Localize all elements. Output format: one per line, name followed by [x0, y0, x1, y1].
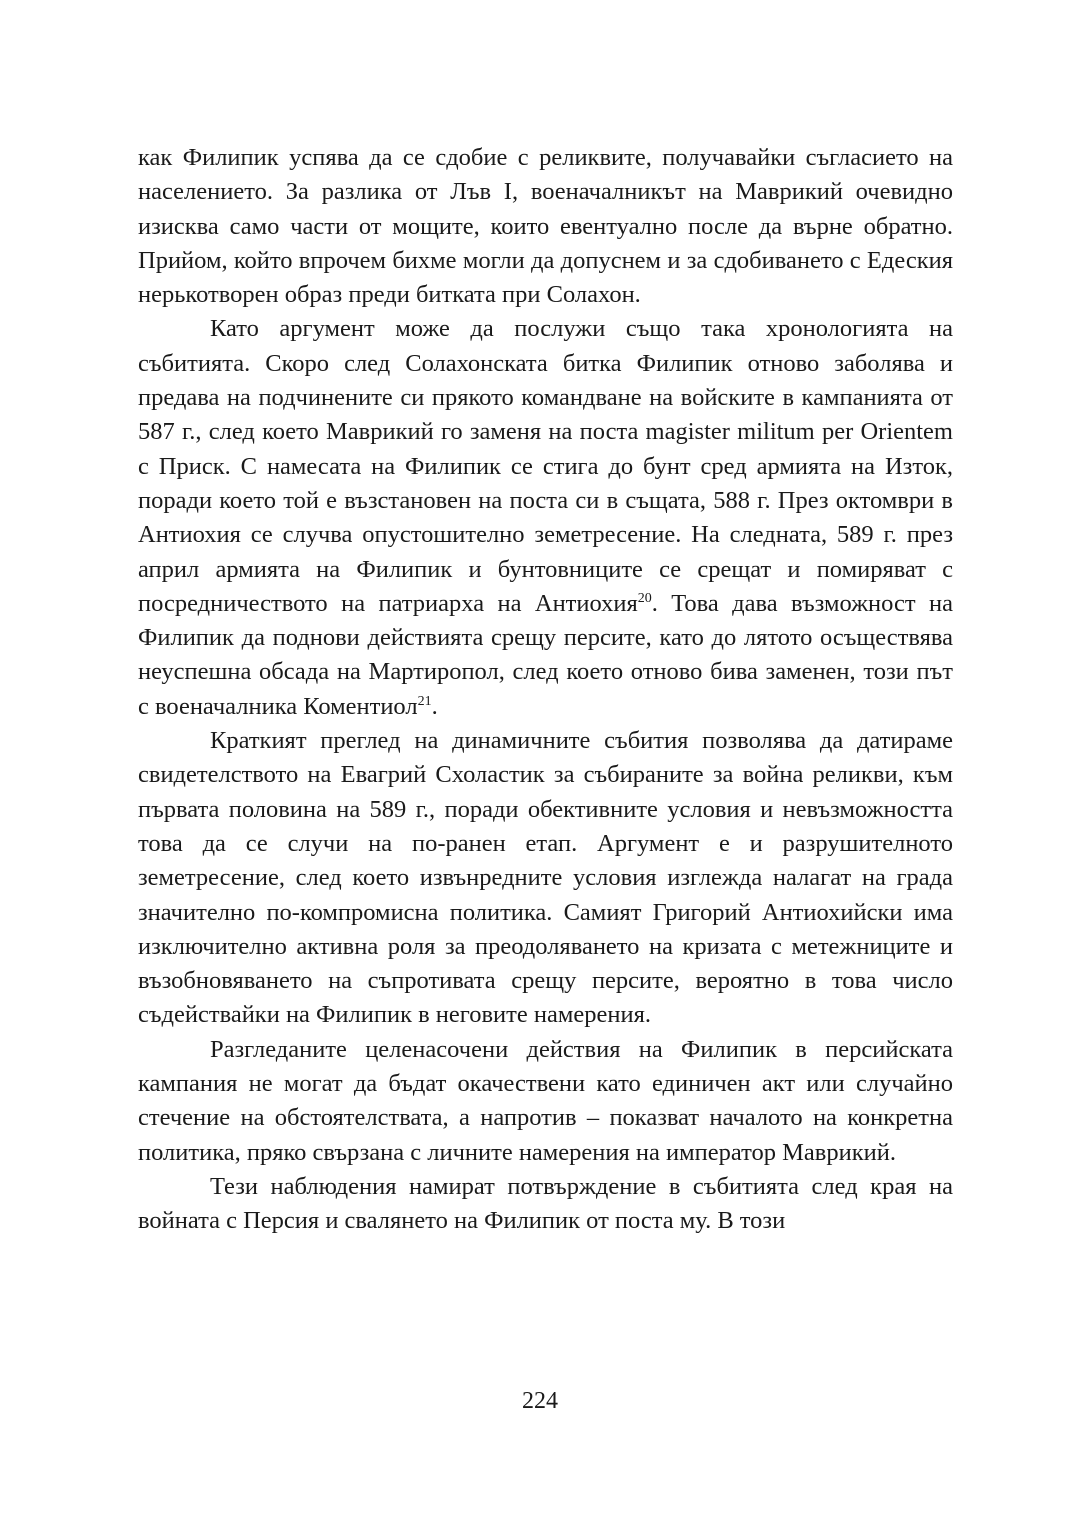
page-number: 224 — [522, 1388, 558, 1414]
paragraph-3: Краткият преглед на динамичните събития позволява да датираме свидетелството на Евагрий Схоластик за събираните за война реликви, към първата половина на 589 г., поради обективните условия и невъзможността това да се случи на по-ранен етап. Аргумент е и разрушителното земетресение, след което извънредните условия изглежда налагат на града значително по-компромисна политика. Самият Григорий Антиохийски има изключително активна роля за преодоляването на кризата с метежниците и възобновяването на съпротивата срещу персите, вероятно в това число съдействайки на Филипик в неговите намерения. — [138, 727, 953, 1029]
paragraph-4: Разгледаните целенасочени действия на Филипик в персийската кампания не могат да бъдат окачествени като единичен акт или случайно стечение на обстоятелствата, а напротив – показват началото на конкретна политика, пряко свързана с личните намерения на император Маврикий. — [138, 1035, 953, 1166]
paragraph-2-part-b: . Това дава възможност на Филипик да поднови действията срещу персите, като до лятото осъществява неуспешна обсада на Мартиропол, след което отново бива заменен, този път с военачалника Коментиол — [138, 589, 953, 720]
paragraph-1: как Филипик успява да се сдобие с реликвите, получавайки съгласието на населението. За разлика от Лъв I, военачалникът на Маврикий очевидно изисква само части от мощите, които евентуално после да върне обратно. Прийом, който впрочем бихме могли да допуснем и за сдобиването с Едеския нерькотворен образ преди битката при Солахон. — [138, 144, 953, 309]
body-text — [138, 141, 953, 1239]
footnote-ref-21: 21 — [417, 693, 432, 709]
paragraph-2-part-c: . — [431, 692, 438, 720]
footnote-ref-20: 20 — [637, 590, 652, 606]
paragraph-5: Тези наблюдения намират потвърждение в събитията след края на войната с Персия и свалянето на Филипик от поста му. В този — [138, 1172, 953, 1235]
paragraph-2 — [138, 312, 953, 724]
paragraph-2-part-a: Като аргумент може да послужи също така хронологията на събитията. Скоро след Солахонската битка Филипик отново заболява и предава на подчинените си прякото командване на войските в кампанията от 587 г., след което Маврикий го заменя на поста magister militum per Orientem с Приск. С намесата на Филипик се стига до бунт сред армията на Изток, поради което той е възстановен на поста си в същата, 588 г. През октомври в Антиохия се случва опустошително земетресение. На следната, 589 г. през април армията на Филипик и бунтовниците се срещат и помиряват с посредничеството на патриарха на Антиохия — [138, 315, 953, 617]
